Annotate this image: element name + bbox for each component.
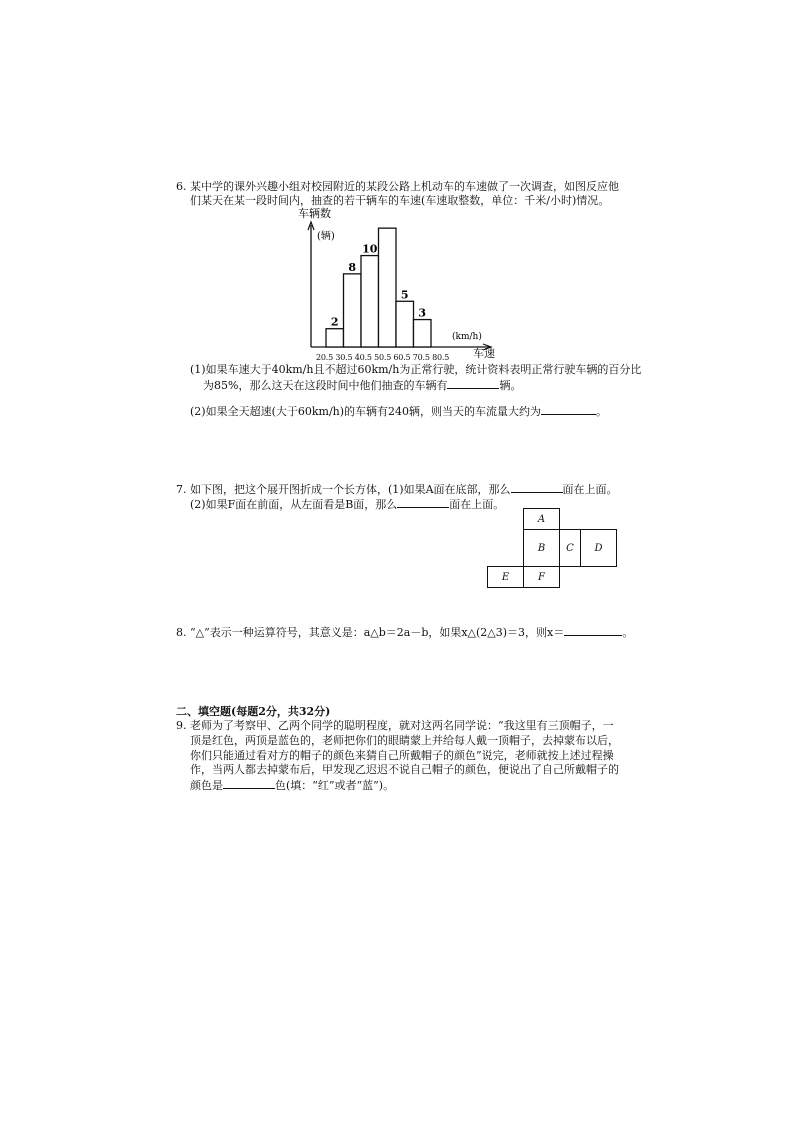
q9-line1: 9. 老师为了考察甲、乙两个同学的聪明程度，就对这两名同学说：“我这里有三顶帽子，一: [176, 719, 614, 732]
q6-part1-text: 为85%，那么这天在这段时间中他们抽查的车辆有: [203, 379, 448, 392]
q7-part2-answer-blank[interactable]: [397, 497, 449, 508]
y-axis-unit: (辆): [317, 231, 335, 242]
q6-part1-suffix: 辆。: [499, 379, 522, 392]
q6-part2: [190, 404, 607, 419]
histogram-bar-50.5-60.5: [379, 228, 397, 347]
q6-part1-answer-blank[interactable]: [447, 378, 499, 389]
q6-line2: 们某天在某一段时间内，抽查的若干辆车的车速(车速取整数，单位：千米/小时)情况。: [190, 194, 610, 207]
q7-line1-suffix: 面在上面。: [562, 483, 618, 496]
q6-part2-suffix: 。: [596, 405, 608, 418]
histogram-bar-40.5-50.5: [361, 256, 379, 347]
q9-line5-text: 颜色是: [190, 779, 223, 792]
bin-edge-labels: 20.5 30.5 40.5 50.5 60.5 70.5 80.5: [316, 353, 450, 362]
q6-line1: 6. 某中学的课外兴趣小组对校园附近的某段公路上机动车的车速做了一次调查，如图反应他: [176, 180, 619, 193]
net-face-e: E: [487, 566, 524, 588]
q7-line2: [190, 497, 504, 512]
net-face-a: A: [523, 508, 560, 530]
bar-value-label: 2: [330, 315, 339, 329]
q9-line5-suffix: 色(填：“红”或者“蓝”)。: [275, 779, 395, 792]
histogram-bar-30.5-40.5: [344, 274, 362, 347]
histogram-bar-60.5-70.5: [396, 301, 414, 347]
q6-part2-answer-blank[interactable]: [541, 404, 596, 415]
q6-part2-text: (2)如果全天超速(大于60km/h)的车辆有240辆，则当天的车流量大约为: [190, 405, 542, 418]
net-face-b: B: [523, 529, 560, 567]
q8-suffix: 。: [622, 626, 634, 639]
q9-line3: 你们只能通过看对方的帽子的颜色来猜自己所戴帽子的颜色”说完，老师就按上述过程操: [190, 749, 614, 762]
q6-part1-line1: (1)如果车速大于40km/h且不超过60km/h为正常行驶，统计资料表明正常行驶车辆的百分比: [190, 363, 642, 376]
net-face-c: C: [559, 529, 581, 567]
q7-line2-suffix: 面在上面。: [449, 498, 505, 511]
speed-histogram: [290, 205, 500, 365]
q9-line4: 作，当两人都去掉蒙布后，甲发现乙迟迟不说自己帽子的颜色，便说出了自己所戴帽子的: [190, 763, 619, 776]
q7-line2-text: (2)如果F面在前面，从左面看是B面，那么: [190, 498, 398, 511]
bar-value-label: 5: [400, 288, 409, 302]
bar-value-label: 3: [418, 306, 427, 320]
q9-line2: 顶是红色，两顶是蓝色的，老师把你们的眼睛蒙上并给每人戴一顶帽子，去掉蒙布以后，: [190, 734, 619, 747]
q9-line5: [190, 778, 394, 793]
section2-heading: 二、填空题(每题2分，共32分): [176, 705, 331, 718]
q7-part1-answer-blank[interactable]: [511, 482, 563, 493]
x-axis-label: 车速: [473, 347, 495, 360]
q8-answer-blank[interactable]: [564, 625, 622, 636]
q7-line1: [176, 482, 618, 497]
net-face-f: F: [523, 566, 560, 588]
bar-value-label: 8: [348, 260, 357, 274]
q8: [176, 625, 633, 640]
q6-part1-line2: [203, 378, 521, 393]
y-axis-label: 车辆数: [298, 207, 331, 220]
bar-value-label: 10: [362, 242, 378, 256]
histogram-bar-70.5-80.5: [414, 320, 432, 347]
q7-line1-text: 7. 如下图，把这个展开图折成一个长方体，(1)如果A面在底部，那么: [176, 483, 511, 496]
histogram-bar-20.5-30.5: [326, 329, 344, 347]
net-face-d: D: [580, 529, 617, 567]
q8-text: 8. “△”表示一种运算符号，其意义是：a△b＝2a－b，如果x△(2△3)＝3，则x＝: [176, 626, 565, 639]
x-axis-unit: (km/h): [452, 332, 482, 342]
q9-answer-blank[interactable]: [223, 778, 275, 789]
